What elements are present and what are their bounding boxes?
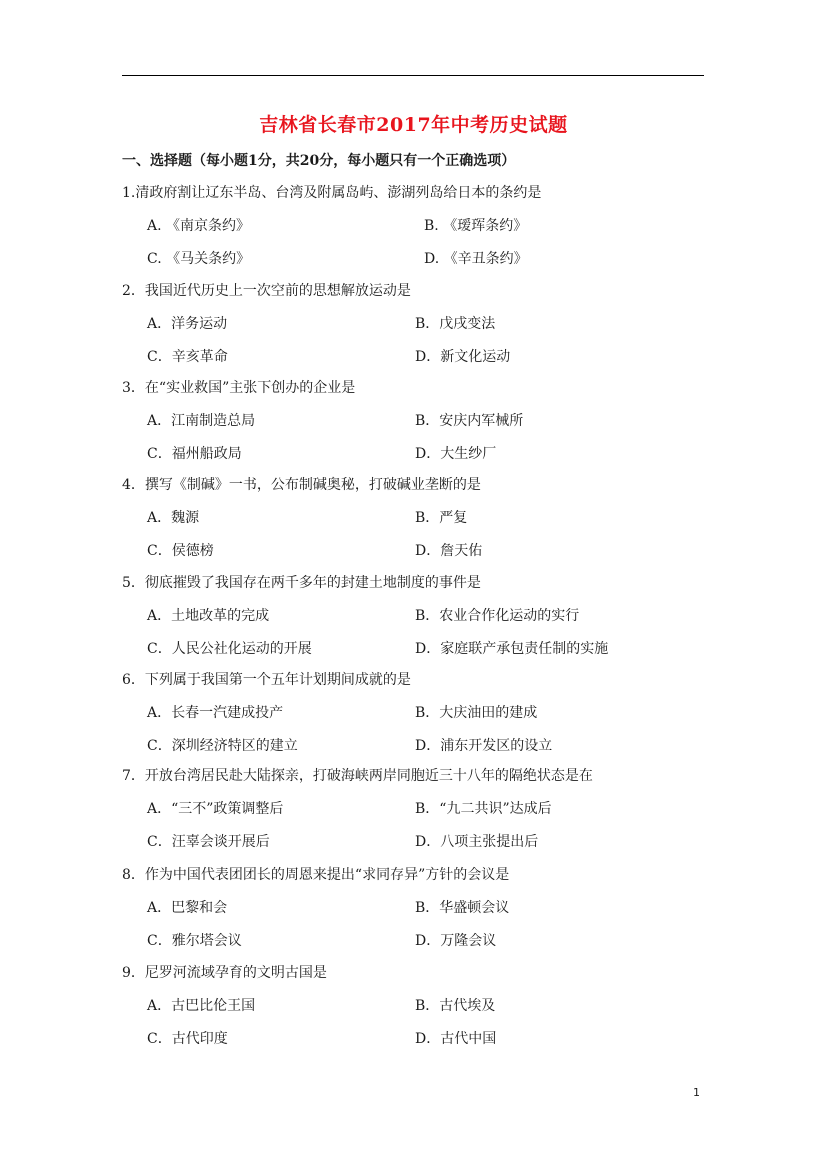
answer-option: B．严复 xyxy=(415,510,468,526)
answer-option: C．人民公社化运动的开展 xyxy=(147,641,312,657)
question-stem: 5．彻底摧毁了我国存在两千多年的封建土地制度的事件是 xyxy=(122,575,481,591)
answer-option: D．新文化运动 xyxy=(415,349,511,365)
answer-option: C．汪辜会谈开展后 xyxy=(147,834,270,850)
question-stem: 4．撰写《制碱》一书，公布制碱奥秘，打破碱业垄断的是 xyxy=(122,477,481,493)
answer-option: B．农业合作化运动的实行 xyxy=(415,608,580,624)
answer-option: B．安庆内军械所 xyxy=(415,413,524,429)
answer-option: D．浦东开发区的设立 xyxy=(415,738,553,754)
question-stem: 8．作为中国代表团团长的周恩来提出“求同存异”方针的会议是 xyxy=(122,867,510,883)
question-stem: 3．在“实业救国”主张下创办的企业是 xyxy=(122,380,356,396)
answer-option: D．古代中国 xyxy=(415,1031,497,1047)
answer-option: D．詹天佑 xyxy=(415,543,483,559)
question-stem: 7．开放台湾居民赴大陆探亲，打破海峡两岸同胞近三十八年的隔绝状态是在 xyxy=(122,768,593,784)
answer-option: D．大生纱厂 xyxy=(415,446,497,462)
page-number: 1 xyxy=(693,1086,700,1099)
answer-option: A．魏源 xyxy=(147,510,200,526)
answer-option: B．“九二共识”达成后 xyxy=(415,801,552,817)
answer-option: A．土地改革的完成 xyxy=(147,608,270,624)
answer-option: B．古代埃及 xyxy=(415,998,496,1014)
answer-option: A．洋务运动 xyxy=(147,316,228,332)
question-stem: 6．下列属于我国第一个五年计划期间成就的是 xyxy=(122,672,411,688)
answer-option: B. 《瑷珲条约》 xyxy=(424,218,528,234)
answer-option: C．侯德榜 xyxy=(147,543,214,559)
answer-option: C．辛亥革命 xyxy=(147,349,228,365)
answer-option: A．巴黎和会 xyxy=(147,900,228,916)
answer-option: D．万隆会议 xyxy=(415,933,497,949)
section-heading: 一、选择题（每小题1分，共20分，每小题只有一个正确选项） xyxy=(122,153,516,169)
answer-option: C．雅尔塔会议 xyxy=(147,933,242,949)
answer-option: B．大庆油田的建成 xyxy=(415,705,538,721)
answer-option: D．家庭联产承包责任制的实施 xyxy=(415,641,609,657)
question-stem: 1.清政府割让辽东半岛、台湾及附属岛屿、澎湖列岛给日本的条约是 xyxy=(122,185,542,201)
answer-option: A．“三不”政策调整后 xyxy=(147,801,284,817)
answer-option: B．戊戌变法 xyxy=(415,316,496,332)
answer-option: A．江南制造总局 xyxy=(147,413,256,429)
question-stem: 2．我国近代历史上一次空前的思想解放运动是 xyxy=(122,283,411,299)
question-stem: 9．尼罗河流域孕育的文明古国是 xyxy=(122,965,327,981)
answer-option: C．福州船政局 xyxy=(147,446,242,462)
answer-option: C．古代印度 xyxy=(147,1031,228,1047)
answer-option: D．八项主张提出后 xyxy=(415,834,539,850)
answer-option: A．古巴比伦王国 xyxy=(147,998,256,1014)
answer-option: C. 《马关条约》 xyxy=(147,251,251,267)
answer-option: C．深圳经济特区的建立 xyxy=(147,738,298,754)
answer-option: A. 《南京条约》 xyxy=(147,218,251,234)
answer-option: B．华盛顿会议 xyxy=(415,900,510,916)
answer-option: D. 《辛丑条约》 xyxy=(424,251,528,267)
document-title: 吉林省长春市2017年中考历史试题 xyxy=(259,114,568,136)
answer-option: A．长春一汽建成投产 xyxy=(147,705,284,721)
